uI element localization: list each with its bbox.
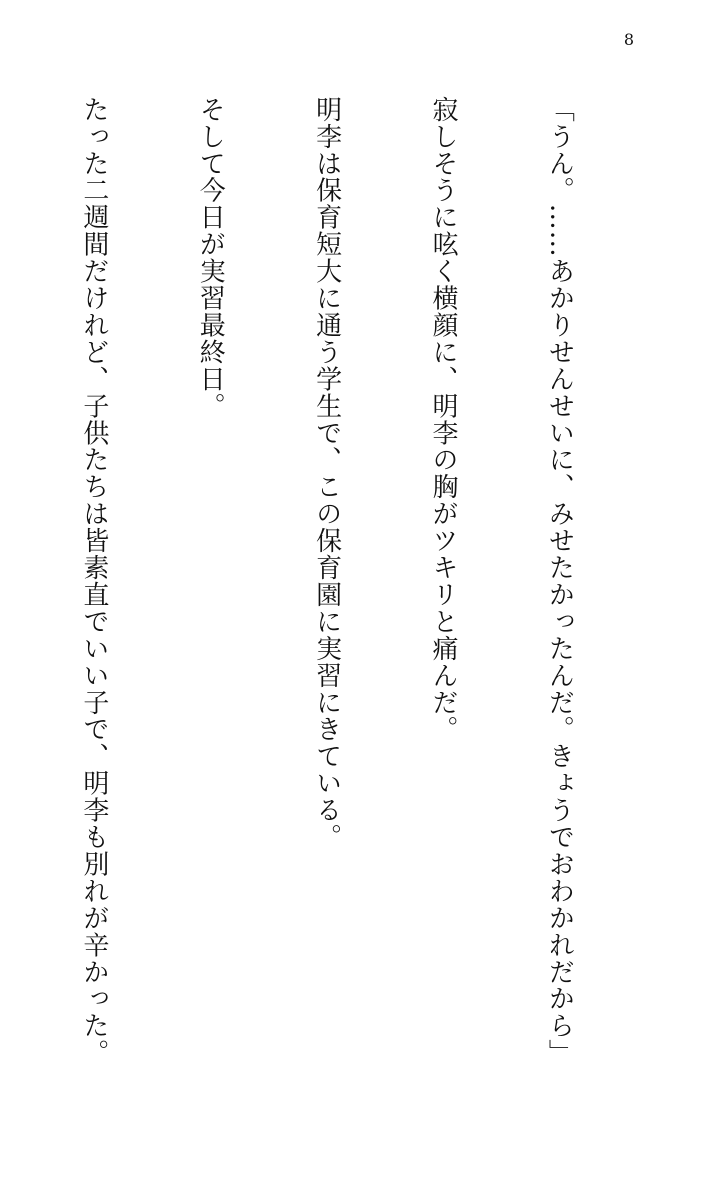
text-line: 「うん。……あかりせんせいに、みせたかったんだ。きょうでおわかれだから」 xyxy=(544,96,575,1067)
body-text xyxy=(78,96,656,1067)
text-line: たった二週間だけれど、子供たちは皆素直でいい子で、明李も別れが辛かった。 xyxy=(78,96,109,1067)
text-line: そして今日が実習最終日。 xyxy=(195,96,226,420)
text-line: 寂しそうに呟く横顔に、明李の胸がツキリと痛んだ。 xyxy=(428,96,459,743)
text-line: 明李は保育短大に通う学生で、この保育園に実習にきている。 xyxy=(311,96,342,851)
page-number: 8 xyxy=(623,30,635,49)
